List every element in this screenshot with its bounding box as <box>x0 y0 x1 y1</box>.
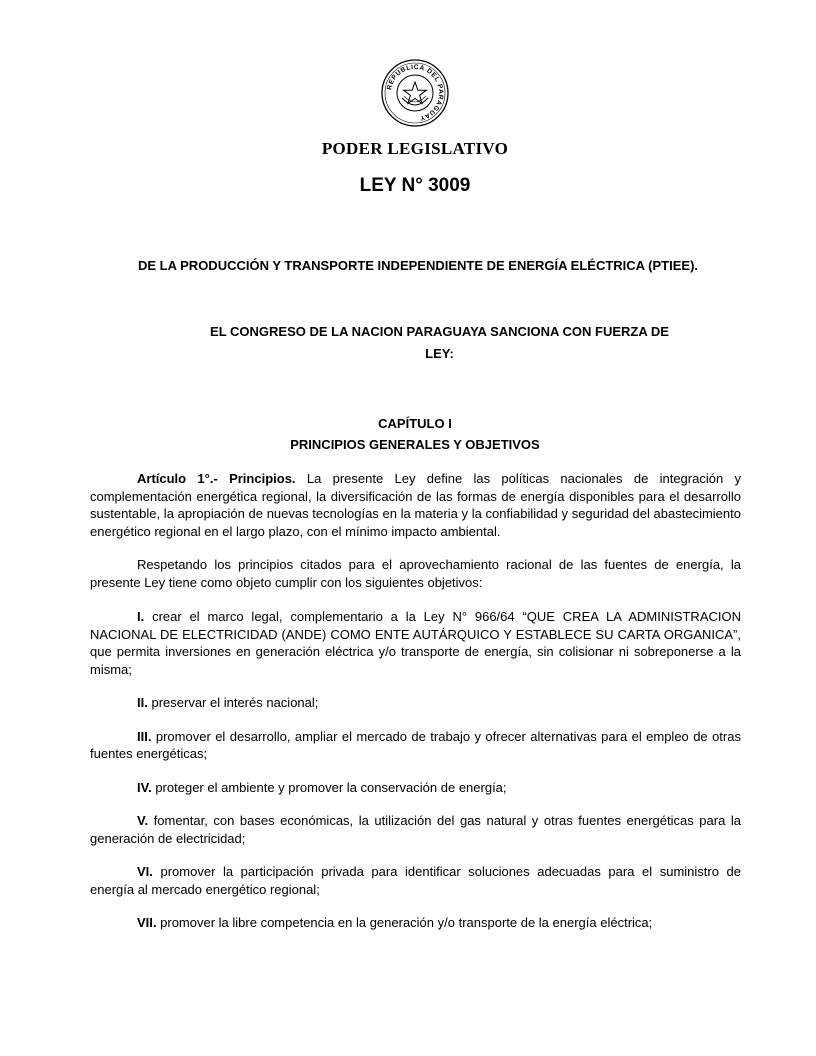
article-1-text: La presente Ley define las políticas nacionales de integración y complementación energética regional, la diversificación de las formas de energía disponibles para el desarrollo sustentable, la apropiación de nuevas tecnologías en la materia y la confiabilidad y seguridad del abastecimiento energético regional en el largo plazo, con el mínimo impacto ambiental. <box>90 471 741 539</box>
article-1 <box>90 470 741 540</box>
objective-item <box>90 914 741 932</box>
objective-item <box>90 779 741 797</box>
seal-text: REPUBLICA DEL PARAGUAY <box>386 63 445 122</box>
objective-numeral: VI. <box>137 864 153 879</box>
objective-numeral: V. <box>137 813 149 828</box>
objective-item <box>90 863 741 898</box>
sanction-formula <box>138 321 741 365</box>
objective-item <box>90 608 741 678</box>
objective-item <box>90 812 741 847</box>
national-seal-star-icon <box>380 58 450 128</box>
seal-graphic <box>380 58 450 128</box>
objective-item <box>90 694 741 712</box>
law-number: LEY N° 3009 <box>359 175 471 196</box>
law-body <box>90 470 741 948</box>
objective-text: crear el marco legal, complementario a la Ley N° 966/64 “QUE CREA LA ADMINISTRACION NACIONAL DE ELECTRICIDAD (ANDE) COMO ENTE AUTÁRQUICO Y ESTABLECE SU CARTA ORGANICA”, que permita inversiones en generación eléctrica y/o transporte de energía, sin colisionar ni sobreponerse a la misma; <box>90 609 741 677</box>
objective-item <box>90 728 741 763</box>
objective-text: promover el desarrollo, ampliar el mercado de trabajo y ofrecer alternativas para el empleo de otras fuentes energéticas; <box>90 728 741 761</box>
objective-text: promover la participación privada para identificar soluciones adecuadas para el suministro de energía al mercado energético regional; <box>90 864 741 897</box>
objective-numeral: III. <box>137 728 152 744</box>
sanction-line-2: LEY: <box>425 346 454 361</box>
objectives-intro: Respetando los principios citados para el aprovechamiento racional de las fuentes de energía, la presente Ley tiene como objeto cumplir con los siguientes objetivos: <box>90 557 741 590</box>
sanction-line-1: EL CONGRESO DE LA NACION PARAGUAYA SANCIONA CON FUERZA DE <box>210 324 669 339</box>
chapter-title: PRINCIPIOS GENERALES Y OBJETIVOS <box>290 437 540 452</box>
objective-text: fomentar, con bases económicas, la utilización del gas natural y otras fuentes energéticas para la generación de electricidad; <box>90 813 741 846</box>
svg-text:REPUBLICA DEL PARAGUAY <box>386 64 444 122</box>
objective-numeral: VII. <box>137 915 157 930</box>
law-subject: DE LA PRODUCCIÓN Y TRANSPORTE INDEPENDIENTE DE ENERGÍA ELÉCTRICA (PTIEE). <box>138 258 699 273</box>
objective-numeral: IV. <box>137 779 152 795</box>
objective-text: promover la libre competencia en la generación y/o transporte de la energía eléctrica; <box>160 915 653 930</box>
objective-text: proteger el ambiente y promover la conservación de energía; <box>155 779 507 795</box>
article-1-heading: Artículo 1°.- Principios. <box>137 471 296 486</box>
objective-numeral: I. <box>137 609 145 624</box>
issuing-authority: PODER LEGISLATIVO <box>321 139 509 158</box>
chapter-number: CAPÍTULO I <box>378 416 452 431</box>
objective-text: preservar el interés nacional; <box>151 695 319 710</box>
objective-numeral: II. <box>137 695 148 710</box>
